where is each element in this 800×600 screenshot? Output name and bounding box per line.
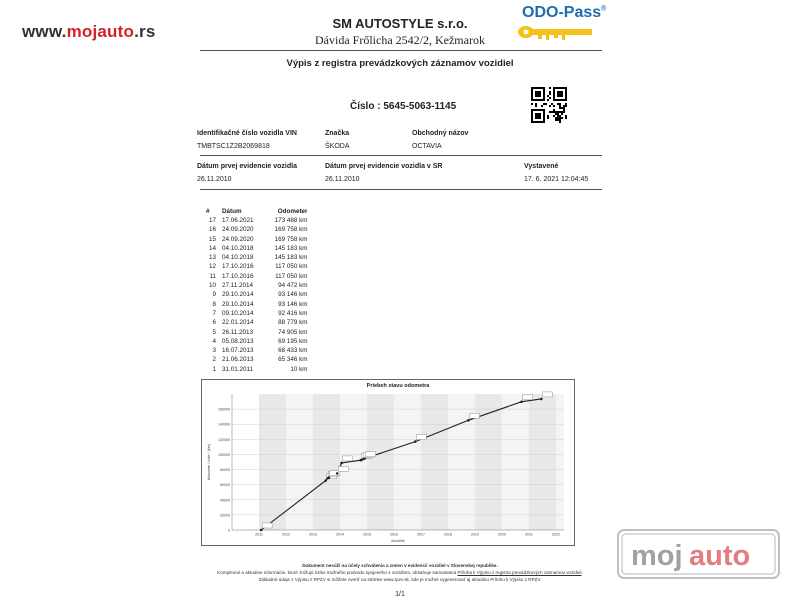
row-date: 24.09.2020 xyxy=(222,235,254,243)
row-date: 21.06.2013 xyxy=(222,356,254,364)
column-header-number: # xyxy=(206,208,210,215)
row-date: 29.10.2014 xyxy=(222,300,254,308)
row-number: 12 xyxy=(208,263,216,271)
field-model-label: Obchodný názov xyxy=(412,130,469,137)
row-odometer: 68 433 km xyxy=(278,347,308,355)
x-tick-label: 2018 xyxy=(443,532,452,537)
chart-band xyxy=(313,394,340,530)
row-date: 29.10.2014 xyxy=(222,291,254,299)
row-odometer: 10 km xyxy=(290,365,308,373)
row-odometer: 169 758 km xyxy=(274,226,308,234)
chart-title: Priebeh stavu odometra xyxy=(366,383,430,389)
table-row xyxy=(203,272,311,281)
row-date: 04.10.2018 xyxy=(222,254,254,262)
chart-band xyxy=(259,394,286,530)
row-number: 17 xyxy=(208,217,216,224)
table-row xyxy=(203,281,311,290)
mojauto-watermark xyxy=(617,529,780,579)
data-point-marker xyxy=(338,466,348,471)
data-point-marker xyxy=(416,435,426,440)
row-odometer: 94 472 km xyxy=(278,282,308,290)
field-first-reg-value: 26.11.2010 xyxy=(197,176,232,183)
row-number: 3 xyxy=(212,347,216,355)
x-tick-label: 2015 xyxy=(362,532,371,537)
row-number: 10 xyxy=(208,282,216,290)
row-odometer: 93 146 km xyxy=(278,291,308,299)
fields-divider-bottom xyxy=(200,189,602,190)
chart-band xyxy=(340,394,367,530)
table-row xyxy=(203,365,311,374)
odometer-chart-svg xyxy=(202,380,574,545)
y-tick-label: 40000 xyxy=(220,498,230,503)
odometer-table xyxy=(203,207,311,374)
table-row xyxy=(203,216,311,225)
footer-verify: Základné údaje z Výpisu z RPZV si môžete overiť na stránke www.rpzv.sk, kde je možné vygenerovať aj aktuálnu Prílohu k Výpisu z RPZV. xyxy=(258,577,542,582)
appendix-link[interactable]: Príloha k Výpisu z registra prevádzkových záznamov vozidiel xyxy=(457,570,582,575)
chart-xlabel: obdobie xyxy=(391,539,405,543)
field-model-value: OCTAVIA xyxy=(412,143,442,150)
data-point-marker xyxy=(343,456,353,461)
document-number: Číslo : 5645-5063-1145 xyxy=(350,101,457,112)
row-date: 05.08.2013 xyxy=(222,337,254,345)
watermark-text-a: moj xyxy=(631,540,683,572)
data-point-marker xyxy=(262,523,272,528)
table-header-row xyxy=(203,207,311,216)
table-row xyxy=(203,262,311,271)
chart-band xyxy=(394,394,421,530)
row-date: 22.01.2014 xyxy=(222,319,254,327)
data-point xyxy=(363,457,366,460)
x-tick-label: 2019 xyxy=(470,532,479,537)
qr-code-icon xyxy=(531,87,567,123)
chart-band xyxy=(367,394,394,530)
data-point xyxy=(260,529,263,532)
data-point xyxy=(324,479,327,482)
row-odometer: 117 050 km xyxy=(275,272,308,280)
row-odometer: 65 346 km xyxy=(278,356,308,364)
x-tick-label: 2021 xyxy=(524,532,533,537)
table-row xyxy=(203,235,311,244)
x-tick-label: 2020 xyxy=(497,532,506,537)
row-odometer: 169 758 km xyxy=(274,235,308,243)
row-date: 27.11.2014 xyxy=(222,282,254,290)
row-number: 13 xyxy=(208,254,216,262)
row-odometer: 117 050 km xyxy=(275,263,308,271)
row-odometer: 93 146 km xyxy=(278,300,308,308)
field-first-reg-sr-label: Dátum prvej evidencie vozidla v SR xyxy=(325,163,443,170)
header-divider xyxy=(200,50,602,51)
field-first-reg-sr-value: 26.11.2010 xyxy=(325,176,360,183)
field-issued-value: 17. 6. 2021 12:04:45 xyxy=(524,176,589,183)
chart-band xyxy=(286,394,313,530)
y-tick-label: 80000 xyxy=(220,468,230,473)
data-point xyxy=(328,476,331,479)
y-tick-label: 100000 xyxy=(218,452,230,457)
data-point xyxy=(540,398,543,401)
chart-band xyxy=(421,394,448,530)
table-row xyxy=(203,337,311,346)
data-point xyxy=(361,458,364,461)
company-address: Dávida Frőlicha 2542/2, Kežmarok xyxy=(315,33,485,47)
field-brand-value: ŠKODA xyxy=(325,143,350,150)
data-point-marker xyxy=(542,392,552,397)
field-first-reg-label: Dátum prvej evidencie vozidla xyxy=(197,163,297,170)
footer-info: Komplexné a aktuálne informácie, ktoré znižujú riziko možného podvodu spojeného s vozidlom, obsahuje samostatná Príloha k Výpisu z registra prevádzkových záznamov vozidiel. xyxy=(217,570,583,575)
fields-divider xyxy=(200,155,602,156)
field-brand-label: Značka xyxy=(325,130,350,137)
data-point-marker xyxy=(469,413,479,418)
y-tick-label: 60000 xyxy=(220,483,230,488)
y-tick-label: 140000 xyxy=(218,422,230,427)
row-number: 11 xyxy=(209,272,216,280)
row-number: 6 xyxy=(212,319,216,327)
column-header-odometer: Odometer xyxy=(277,208,308,215)
column-header-date: Dátum xyxy=(222,208,242,215)
table-row xyxy=(203,244,311,253)
table-row xyxy=(203,225,311,234)
x-tick-label: 2017 xyxy=(416,532,425,537)
x-tick-label: 2011 xyxy=(255,532,263,537)
row-date: 24.09.2020 xyxy=(222,226,254,234)
data-point-marker xyxy=(523,395,533,400)
row-number: 4 xyxy=(212,337,216,345)
field-vin-label: Identifikačné číslo vozidla VIN xyxy=(197,130,297,137)
row-date: 16.07.2013 xyxy=(222,347,254,355)
row-number: 7 xyxy=(212,309,216,317)
field-vin-value: TMBTSC1Z2B2069818 xyxy=(197,143,270,150)
row-odometer: 145 183 km xyxy=(274,254,308,262)
chart-band xyxy=(556,394,564,530)
row-odometer: 145 183 km xyxy=(274,244,308,252)
row-odometer: 74 905 km xyxy=(278,328,308,336)
watermark-text-b: auto xyxy=(689,540,751,572)
y-tick-label: 0 xyxy=(228,528,230,533)
row-odometer: 88 779 km xyxy=(278,319,308,327)
table-row xyxy=(203,355,311,364)
x-tick-label: 2013 xyxy=(308,532,317,537)
data-point xyxy=(520,400,523,403)
field-issued-label: Vystavené xyxy=(524,163,559,170)
odo-pass-logo-text: ODO-Pass® xyxy=(522,4,607,21)
chart-band xyxy=(529,394,556,530)
x-tick-label: 2022 xyxy=(551,532,560,537)
row-number: 14 xyxy=(208,244,216,252)
chart-band xyxy=(502,394,529,530)
x-tick-label: 2016 xyxy=(389,532,398,537)
odometer-chart xyxy=(201,379,575,546)
y-tick-label: 120000 xyxy=(218,437,230,442)
row-odometer: 173 488 km xyxy=(274,217,308,224)
row-date: 17.10.2016 xyxy=(222,272,254,280)
row-number: 16 xyxy=(208,226,216,234)
row-date: 17.06.2021 xyxy=(222,217,254,224)
data-point xyxy=(340,462,343,465)
data-point xyxy=(336,472,339,475)
x-tick-label: 2012 xyxy=(281,532,290,537)
table-row xyxy=(203,290,311,299)
row-number: 2 xyxy=(212,356,216,364)
table-row xyxy=(203,346,311,355)
site-url[interactable]: www.mojauto.rs xyxy=(22,22,156,41)
row-date: 31.01.2011 xyxy=(222,365,254,373)
document-title: Výpis z registra prevádzkových záznamov vozidiel xyxy=(286,58,514,69)
data-point xyxy=(467,419,470,422)
row-number: 15 xyxy=(208,235,216,243)
table-row xyxy=(203,328,311,337)
chart-ylabel: kilometre / míle / (km) xyxy=(207,443,211,481)
row-number: 8 xyxy=(212,300,216,308)
page-number: 1/1 xyxy=(395,591,405,598)
table-row xyxy=(203,318,311,327)
row-date: 04.10.2018 xyxy=(222,244,254,252)
table-row xyxy=(203,253,311,262)
table-row xyxy=(203,300,311,309)
company-name: SM AUTOSTYLE s.r.o. xyxy=(332,16,468,31)
row-date: 26.11.2013 xyxy=(222,328,254,336)
row-number: 9 xyxy=(212,291,216,299)
row-odometer: 69 195 km xyxy=(278,337,308,345)
x-tick-label: 2014 xyxy=(335,532,344,537)
table-row xyxy=(203,309,311,318)
row-date: 09.10.2014 xyxy=(222,309,254,317)
data-point-marker xyxy=(366,452,376,457)
data-point xyxy=(414,440,417,443)
row-number: 1 xyxy=(212,365,216,373)
y-tick-label: 160000 xyxy=(218,407,230,412)
footer-disclaimer: Dokument nesúží na účely schválenia a zmien v evidencii vozidiel v Slovenskej republike. xyxy=(302,563,498,568)
row-date: 17.10.2016 xyxy=(222,263,254,271)
y-tick-label: 20000 xyxy=(220,513,230,518)
row-number: 5 xyxy=(212,328,216,336)
row-odometer: 92 416 km xyxy=(278,309,308,317)
